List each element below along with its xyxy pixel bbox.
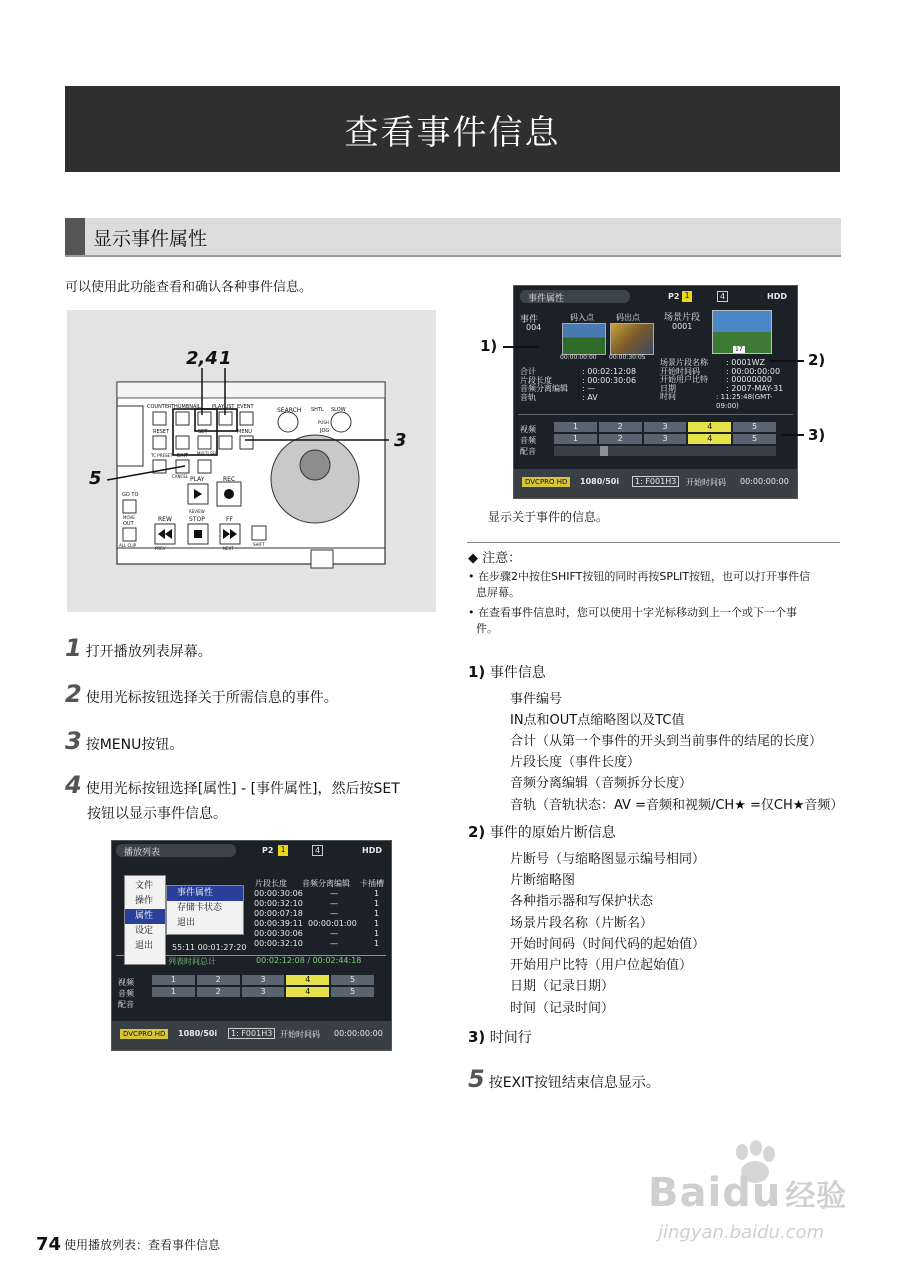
info-key: 合计 [520,367,536,376]
col-length: 片段长度 [255,879,287,888]
start-tc-value: 00:00:00:00 [334,1029,383,1038]
note-line: 在步骤2中按住SHIFT按钮的同时再按SPLIT按钮，也可以打开事件信 [478,570,811,583]
timeline-event[interactable]: 5 [331,975,374,985]
btn-stop: STOP [189,516,205,523]
note-rule [467,542,840,543]
info-value: : AV [582,392,598,402]
btn-multi-sel: MULTI SEL [197,451,218,456]
row-audio: — [330,909,338,918]
track-label: 配音 [118,1000,134,1009]
clip-name: 1: F001H3 [632,476,679,487]
table-row[interactable] [252,919,388,929]
row-slot: 1 [374,929,380,938]
menu-property[interactable]: 属性 [125,909,165,924]
row-slot: 1 [374,899,380,908]
timeline-event[interactable]: 1 [554,434,597,444]
col-slot: 卡插槽 [360,879,384,888]
btn-search: SEARCH [277,407,302,414]
btn-rew: REW [158,516,172,523]
btn-ff: FF [226,516,233,523]
row-length: 00:00:39:11 [254,919,303,928]
info-value: : 11:25:48(GMT-09:00) [716,393,773,410]
group-3-header [468,1027,532,1047]
timeline-event[interactable]: 2 [197,987,240,997]
step-text: 使用光标按钮选择关于所需信息的事件。 [85,690,338,706]
group-2-item: 时间（记录时间） [510,1001,615,1016]
timeline-event[interactable]: 3 [644,434,687,444]
track-label: 配音 [520,447,536,456]
col-audio-split: 音频分离编辑 [302,879,350,888]
info-row [660,385,795,394]
track-label: 视频 [118,978,134,987]
clip-info-list [660,358,795,410]
btn-cancel: CANCEL [172,474,189,479]
footer-text: 使用播放列表：查看事件信息 [64,1238,221,1252]
info-row [660,392,795,410]
btn-go-to: GO TO [122,492,139,498]
step-text: 使用光标按钮选择[属性] - [事件属性]，然后按SET [85,781,400,797]
format-label: 1080/50i [178,1029,218,1038]
start-tc-label: 开始时间码 [280,1030,320,1039]
hdd-label: HDD [362,846,382,855]
row-extra: 55:11 00:01:27:20 [172,943,247,952]
group-number: 1) [468,663,486,681]
timeline-event[interactable]: 3 [242,975,285,985]
btn-set: SET [198,429,208,435]
group-2-item: 开始用户比特（用户位起始值） [510,958,693,973]
callout-2-4: 2,4 [186,348,218,369]
row-slot: 1 [374,889,380,898]
step-2 [65,680,338,708]
submenu-panel [166,885,244,935]
control-panel-illustration [67,310,436,612]
event-label: 事件 [520,315,539,325]
info-key: 时间 [660,392,676,401]
info-key: 片段长度 [520,375,552,385]
slot-4: 4 [717,291,728,302]
screen-header: 事件属性 [528,294,565,304]
step-4 [65,771,400,799]
callout-3: 3 [394,430,407,451]
baidu-watermark [648,1140,858,1250]
group-number: 2) [468,823,486,841]
group-2-item: 片断号（与缩略图显示编号相同） [510,852,706,867]
bullet: • [468,606,478,619]
note-item [468,569,840,601]
total-value: 00:02:12:08 / 00:02:44:18 [256,956,362,965]
menu-setup[interactable]: 设定 [135,926,154,936]
note-item [468,605,840,637]
info-key: 开始用户比特 [660,375,708,384]
step-text: 按MENU按钮。 [85,737,184,753]
step-text: 按EXIT按钮结束信息显示。 [488,1075,660,1091]
track-labels [118,977,134,1010]
step-4-cont: 按钮以显示事件信息。 [87,806,227,822]
timeline-event[interactable]: 2 [599,434,642,444]
btn-playlist: PLAYLIST [212,404,235,410]
timeline-event[interactable]: 3 [644,422,687,432]
timeline-event-selected[interactable]: 4 [688,434,731,444]
info-value: : 0001WZ [726,358,765,367]
note-line: 件。 [476,622,498,635]
slot-4: 4 [312,845,323,856]
section-header [65,218,841,257]
in-tc: 00:00:00:00 [560,354,597,361]
timeline-event[interactable]: 2 [599,422,642,432]
btn-tc-preset: TC PRESET [151,453,173,458]
info-key: 音频分离编辑 [520,384,568,393]
watermark-brand-2: du [722,1170,782,1216]
btn-slow: SLOW [331,407,346,413]
group-2-item: 日期（记录日期） [510,979,615,994]
group-2-header [468,822,616,842]
btn-reset: RESET [153,429,170,435]
codec-badge: DVCPRO HD [522,477,570,487]
intro-text: 可以使用此功能查看和确认各种事件信息。 [65,280,313,295]
btn-counter: COUNTER [147,404,172,410]
in-point-label: 码入点 [570,313,594,322]
event-property-screen [513,285,798,499]
group-1-item: IN点和OUT点缩略图以及TC值 [510,713,685,728]
dub-track [554,446,776,456]
step-number: 3 [65,727,82,755]
btn-play: PLAY [190,476,205,483]
btn-jog: JOG [320,428,330,434]
timeline-rows [554,422,776,456]
info-key: 音轨 [520,392,536,402]
group-1-item: 音轨（音轨状态：AV =音频和视频/CH★ =仅CH★音频） [510,798,844,813]
callout-5: 5 [89,468,102,489]
track-label: 音频 [118,989,134,998]
format-label: 1080/50i [580,477,620,486]
btn-shtl: SHTL [311,407,324,413]
btn-event: EVENT [237,404,254,410]
btn-shift: SHIFT [253,542,265,547]
row-slot: 1 [374,909,380,918]
timeline-event[interactable]: 5 [733,434,776,444]
row-length: 00:00:30:06 [254,929,303,938]
table-row[interactable] [252,929,388,939]
callout-2-right: 2) [808,351,826,369]
info-key: 日期 [660,383,676,393]
callout-line [503,346,539,348]
btn-thumbnail: THUMBNAIL [171,404,201,410]
btn-push: PUSH [318,420,329,425]
watermark-brand-1: Bai [648,1170,723,1216]
figure-caption: 显示关于事件的信息。 [488,510,609,524]
bullet: • [468,570,478,583]
page-number: 74 [36,1234,62,1255]
step-1 [65,634,212,662]
in-thumbnail [562,323,606,355]
submenu-exit[interactable]: 退出 [177,918,196,928]
table-row[interactable] [252,889,388,899]
p2-label: P2 [262,846,274,855]
total-label: 列表时间总计 [168,957,216,966]
callout-3-right: 3) [808,426,826,444]
info-row [520,394,660,403]
row-audio: — [330,899,338,908]
screen-header: 播放列表 [124,848,161,858]
out-tc: 00:00:30:05 [609,354,646,361]
group-2-item: 场景片段名称（片断名） [510,916,654,931]
group-1-item: 合计（从第一个事件的开头到当前事件的结尾的长度） [510,734,823,749]
slot-1: 1 [278,845,288,856]
step-number: 5 [468,1065,485,1093]
timeline-event[interactable]: 3 [242,987,285,997]
callout-1-right: 1) [480,337,498,355]
watermark-cn: 经验 [785,1179,848,1214]
divider [518,414,793,415]
group-1-item: 片段长度（事件长度） [510,755,641,770]
table-row[interactable] [252,899,388,909]
menu-panel [124,875,166,965]
step-text: 打开播放列表屏幕。 [85,644,212,660]
menu-exit[interactable]: 退出 [135,941,154,951]
btn-move: MOVE [123,515,135,520]
timeline-event[interactable]: 5 [733,422,776,432]
callout-line [782,434,804,436]
timeline-event[interactable]: 5 [331,987,374,997]
group-title: 事件信息 [489,665,546,681]
status-bar [112,1021,391,1050]
row-length: 00:00:32:10 [254,939,303,948]
start-tc-label: 开始时间码 [686,478,726,487]
clip-name: 1: F001H3 [228,1028,275,1039]
row-length: 00:00:30:06 [254,889,303,898]
row-audio: — [330,929,338,938]
timeline-event-selected[interactable]: 4 [286,975,329,985]
control-panel-drawing [67,310,436,612]
row-length: 00:00:07:18 [254,909,303,918]
btn-rec: REC [223,476,236,483]
row-slot: 1 [374,919,380,928]
note-line: 息屏幕。 [476,586,520,599]
track-label: 视频 [520,425,536,434]
slot-1: 1 [682,291,692,302]
group-title: 事件的原始片断信息 [489,825,616,841]
step-number: 2 [65,680,82,708]
playlist-rows [252,889,388,949]
group-2-item: 开始时间码（时间代码的起始值） [510,937,706,952]
info-value: : 00:00:30:06 [582,375,637,385]
group-2-item: 片断缩略图 [510,873,576,888]
watermark-url: jingyan.baidu.com [658,1222,825,1243]
event-info-list [520,368,660,402]
group-1-item: 音频分离编辑（音频拆分长度） [510,776,693,791]
hdd-label: HDD [767,292,787,301]
playlist-screen [111,840,392,1051]
table-row[interactable] [252,939,388,949]
section-title: 显示事件属性 [93,228,208,250]
menu-operation[interactable]: 操作 [135,896,154,906]
submenu-event-property[interactable]: 事件属性 [167,886,243,901]
timeline-event-selected[interactable]: 4 [286,987,329,997]
group-number: 3) [468,1028,486,1046]
row-audio: — [330,889,338,898]
status-bar [514,469,797,498]
btn-menu: MENU [237,429,252,435]
group-1-item: 事件编号 [510,692,563,707]
scene-number: 0001 [672,322,693,331]
track-label: 音频 [520,436,536,445]
scene-label: 场景片段 [664,313,701,323]
info-value: : 2007-MAY-31 [726,383,784,393]
info-key: 开始时间码 [660,366,700,376]
row-audio: — [330,939,338,948]
info-key: 场景片段名称 [660,358,708,367]
playhead[interactable] [600,446,608,456]
timeline-event-selected[interactable]: 4 [688,422,731,432]
row-slot: 1 [374,939,380,948]
timeline-event[interactable]: 1 [152,975,195,985]
event-number: 004 [526,323,542,332]
timeline-event[interactable]: 2 [197,975,240,985]
step-3 [65,727,183,755]
timeline-rows [152,975,374,997]
table-row[interactable] [252,909,388,919]
btn-out: OUT [123,521,134,527]
info-value: : 00000000 [726,375,772,384]
scene-tag: 17 [735,346,743,353]
btn-exit: EXIT [177,453,189,459]
track-labels [520,424,536,457]
callout-1: 1 [219,348,232,369]
row-audio: 00:00:01:00 [308,919,357,928]
timeline-event[interactable]: 1 [554,422,597,432]
btn-prev: PREV [155,546,166,551]
row-length: 00:00:32:10 [254,899,303,908]
callout-line [770,360,804,362]
step-number: 1 [65,634,82,662]
note-title: ◆ 注意： [468,551,522,566]
btn-review: REVIEW [189,509,205,514]
page-title: 查看事件信息 [65,86,840,172]
start-tc-value: 00:00:00:00 [740,477,789,486]
menu-file[interactable]: 文件 [135,881,154,891]
note-line: 在查看事件信息时，您可以使用十字光标移动到上一个或下一个事 [478,606,797,619]
out-thumbnail [610,323,654,355]
timeline-event[interactable]: 1 [152,987,195,997]
group-2-item: 各种指示器和写保护状态 [510,894,654,909]
out-point-label: 码出点 [616,313,640,322]
watermark-brand [648,1170,847,1216]
codec-badge: DVCPRO HD [120,1029,168,1039]
info-value: : 00:00:00:00 [726,366,781,376]
info-value: : — [582,384,596,393]
group-1-header [468,662,546,682]
group-title: 时间行 [489,1030,532,1046]
btn-all-clip: ALL CLIP [119,543,137,548]
p2-label: P2 [668,292,680,301]
section-mark [65,218,85,255]
info-value: : 00:02:12:08 [582,367,637,376]
btn-next: NEXT [223,546,234,551]
submenu-card-status[interactable]: 存储卡状态 [177,903,223,913]
step-number: 4 [65,771,82,799]
step-5 [468,1065,660,1093]
